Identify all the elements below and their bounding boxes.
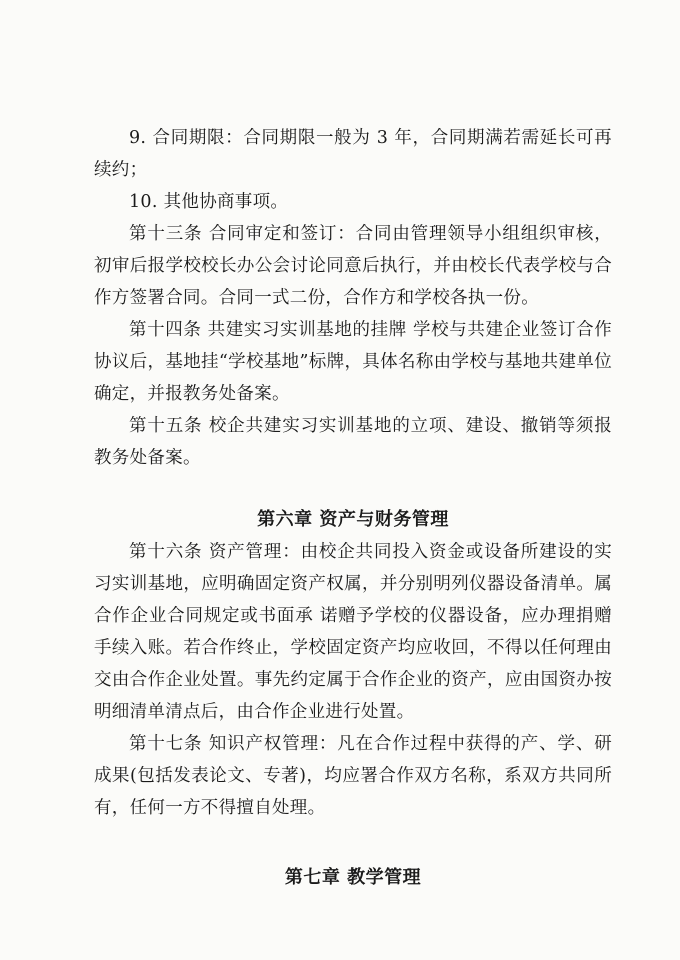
article-13: 第十三条 合同审定和签订：合同由管理领导小组组织审核，初审后报学校校长办公会讨论同意后执行，并由校长代表学校与合作方签署合同。合同一式二份，合作方和学校各执一份。	[94, 224, 612, 308]
chapter-6-heading: 第六章 资产与财务管理	[257, 509, 449, 530]
article-15: 第十五条 校企共建实习实训基地的立项、建设、撤销等须报教务处备案。	[94, 416, 612, 468]
document-body	[94, 122, 612, 894]
article-14: 第十四条 共建实习实训基地的挂牌 学校与共建企业签订合作协议后，基地挂“学校基地”标牌，具体名称由学校与基地共建单位确定，并报教务处备案。	[94, 320, 612, 404]
clause-contract-term: 9. 合同期限：合同期限一般为 3 年，合同期满若需延长可再续约；	[94, 128, 612, 180]
article-17: 第十七条 知识产权管理：凡在合作过程中获得的产、学、研成果(包括发表论文、专著)，均应署合作双方名称，系双方共同所有，任何一方不得擅自处理。	[94, 734, 612, 818]
clause-other-matters: 10. 其他协商事项。	[129, 192, 289, 212]
article-16: 第十六条 资产管理：由校企共同投入资金或设备所建设的实习实训基地，应明确固定资产权属，并分别明列仪器设备清单。属合作企业合同规定或书面承 诺赠予学校的仪器设备，应办理捐赠手续入账。若合作终止，学校固定资产均应收回，不得以任何理由交由合作企业处置。事先约定属于合作企业的资产，应由国资办按明细清单清点后，由合作企业进行处置。	[94, 542, 612, 722]
chapter-7-heading: 第七章 教学管理	[284, 867, 422, 888]
